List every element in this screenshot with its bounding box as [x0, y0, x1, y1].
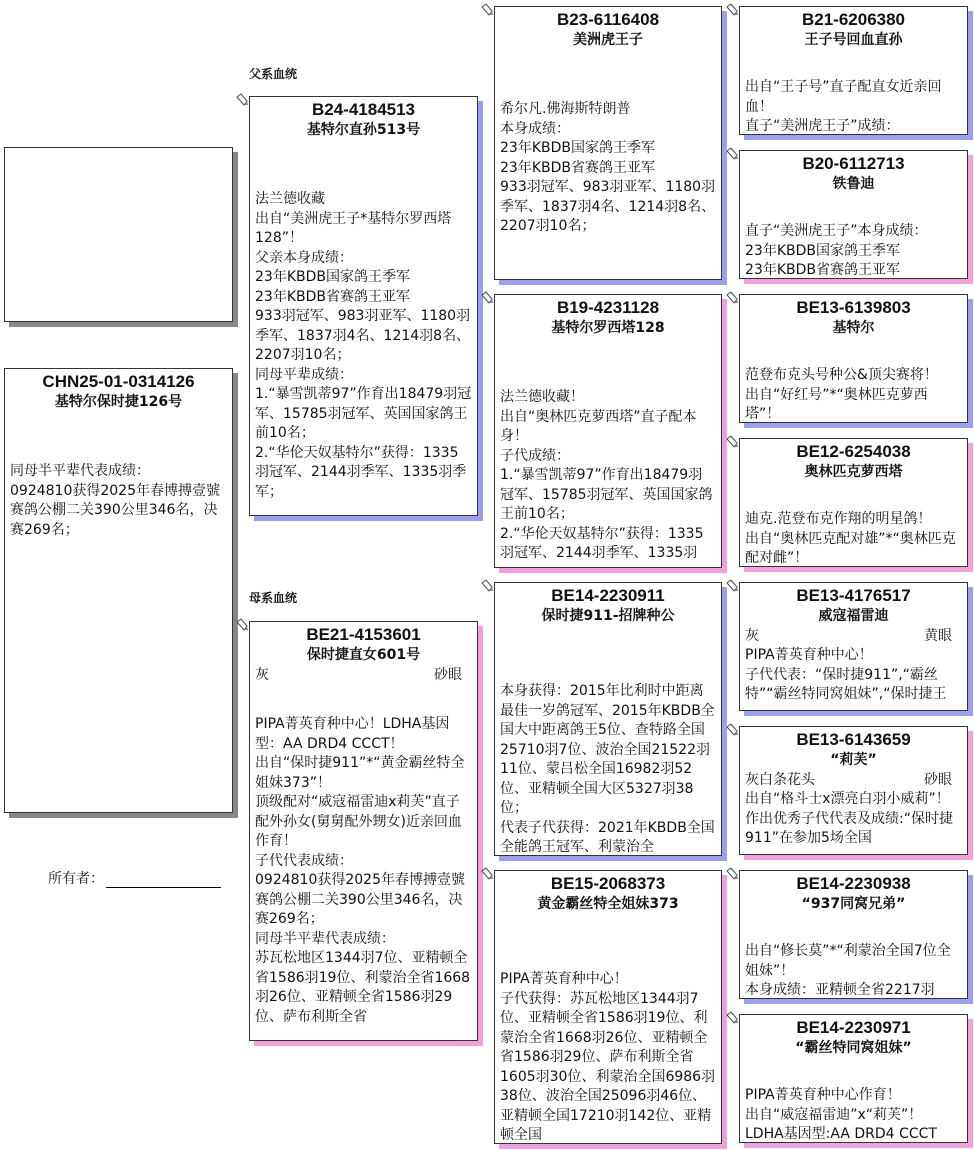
photo-placeholder [4, 147, 233, 322]
note-line: 希尔凡.佛海斯特朗普 [500, 101, 631, 117]
pedigree-notes [745, 790, 962, 849]
pigeon-name: 美洲虎王子 [573, 32, 643, 48]
pigeon-name: 基特尔直孙513号 [306, 122, 421, 138]
edit-pencil-icon[interactable] [235, 617, 249, 631]
note-line: 23年KBDB省赛鸽王亚军 [745, 262, 900, 278]
ring-number: BE13-6139803 [796, 298, 911, 317]
ring-number: B21-6206380 [801, 10, 906, 29]
pigeon-name: “937同窝兄弟” [801, 896, 906, 912]
eye-type: 黄眼 [924, 628, 952, 644]
ring-number: CHN25-01-0314126 [42, 372, 195, 391]
note-line: 出自“格斗士x漂亮白羽小威莉”！作出优秀子代代表及成绩:“保时捷911”在参加5场全国 [745, 791, 953, 846]
note-line: 0924810获得2025年春博搏壹號赛鸽公棚二关390公里346名，决赛269名； [10, 482, 220, 538]
edit-pencil-icon[interactable] [480, 578, 494, 592]
ring-number: B24-4184513 [311, 100, 416, 119]
note-line: 23年KBDB省赛鸽王亚军 [500, 159, 655, 176]
note-line: 2.“华伦天奴基特尔”获得：1335羽冠军、2144羽季军、1335羽 [500, 525, 704, 561]
edit-pencil-icon[interactable] [725, 2, 739, 16]
pigeon-name: 基特尔 [832, 320, 875, 336]
pedigree-notes [745, 942, 962, 999]
note-line: 出自“奥林匹克萝西塔”直子配本身！ [500, 408, 697, 444]
pedigree-notes [10, 462, 227, 540]
color-eye-row [255, 665, 472, 685]
edit-pencil-icon[interactable] [725, 578, 739, 592]
gen3-card[interactable] [494, 294, 722, 568]
pigeon-name: “霸丝特同窝姐妹” [795, 1040, 912, 1056]
note-line: LDHA基因型:AA DRD4 CCCT [745, 1126, 937, 1142]
edit-pencil-icon[interactable] [235, 92, 249, 106]
note-line: 933羽冠军、983羽亚军、1180羽季军、1837羽4名、1214羽8名、2207羽10名； [500, 179, 716, 234]
ring-number: BE15-2068373 [550, 874, 666, 893]
dam-card[interactable] [249, 621, 478, 1041]
note-line: PIPA菁英育种中心！LDHA基因型：AA DRD4 CCCT！ [255, 716, 450, 752]
edit-pencil-icon[interactable] [725, 146, 739, 160]
note-line: 同母半平辈代表成绩： [255, 930, 395, 947]
ring-number: BE21-4153601 [306, 625, 421, 644]
color-eye-row [745, 770, 962, 790]
note-line: 23年KBDB国家鸽王季军 [500, 140, 655, 156]
note-line: 迪克.范登布克作翔的明星鸽！ [745, 511, 932, 527]
gen3-card[interactable] [494, 870, 722, 1144]
gen4-card[interactable] [739, 294, 968, 423]
note-line: 1.“暴雪凯蒂97”作育出18479羽冠军、15785羽冠军、英国国家鸽王前10名； [255, 386, 472, 441]
note-line: 本身成绩： [500, 120, 570, 137]
pedigree-notes [745, 510, 962, 567]
gen4-card[interactable] [739, 1014, 968, 1143]
ring-number: B23-6116408 [556, 10, 660, 29]
note-line: 同母半平辈代表成绩： [10, 463, 150, 479]
pedigree-notes [745, 222, 962, 279]
note-line: 23年KBDB国家鸽王季军 [255, 269, 410, 285]
note-line: 子代代表：“保时捷911”,“霸丝特”“霸丝特同窝姐妹”,“保时捷王 [745, 666, 947, 702]
note-line: 顶级配对“威寇福雷迪x莉芙”直子配外孙女(舅舅配外甥女)近亲回血作育！ [255, 794, 462, 849]
eye-type: 砂眼 [924, 772, 952, 788]
note-line: 直子“美洲虎王子”本身成绩： [745, 223, 928, 239]
edit-pencil-icon[interactable] [725, 434, 739, 448]
pedigree-notes [745, 1086, 962, 1143]
ring-number: B19-4231128 [556, 298, 660, 317]
note-line: PIPA菁英育种中心！ [500, 971, 628, 987]
note-line: 直子“美洲虎王子”成绩： [745, 118, 900, 134]
note-line: PIPA菁英育种中心作育！ [745, 1087, 901, 1103]
pedigree-notes [500, 682, 716, 856]
subject-card[interactable] [4, 368, 233, 813]
eye-type: 砂眼 [434, 667, 462, 683]
ring-number: BE13-6143659 [796, 730, 911, 749]
feather-color: 灰白条花头 [745, 772, 815, 788]
gen4-card[interactable] [739, 582, 968, 711]
note-line: 出自“保时捷911”*“黄金霸丝特全姐妹373”！ [255, 755, 465, 791]
edit-pencil-icon[interactable] [725, 1010, 739, 1024]
pigeon-name: 王子号回血直孙 [804, 32, 903, 48]
gen4-card[interactable] [739, 6, 968, 135]
owner-label: 所有者： [48, 871, 104, 887]
note-line: 出自“王子号”直子配直女近亲回血！ [745, 79, 942, 115]
note-line: 出自“修长莫”*“利蒙治全国7位全姐妹”！ [745, 943, 951, 979]
note-line: 法兰德收藏 [255, 191, 325, 207]
pigeon-name: 奥林匹克萝西塔 [804, 464, 903, 480]
gen3-card[interactable] [494, 582, 722, 856]
pedigree-notes [255, 190, 472, 502]
gen4-card[interactable] [739, 726, 968, 855]
dam-line-label: 母系血统 [249, 591, 298, 605]
note-line: 子代成绩： [500, 447, 570, 464]
edit-pencil-icon[interactable] [480, 866, 494, 880]
sire-line-label: 父系血统 [249, 67, 298, 81]
edit-pencil-icon[interactable] [725, 722, 739, 736]
pedigree-notes [255, 715, 472, 1027]
note-line: 子代代表成绩： [255, 852, 353, 869]
pedigree-notes [500, 100, 716, 237]
ring-number: B20-6112713 [802, 154, 905, 173]
note-line: 23年KBDB国家鸽王季军 [745, 242, 900, 259]
pigeon-name: 黄金霸丝特全姐妹373 [537, 896, 679, 912]
ring-number: BE14-2230911 [551, 586, 665, 605]
note-line: 2.“华伦天奴基特尔”获得：1335羽冠军、2144羽季军、1335羽季军； [255, 444, 467, 500]
note-line: 法兰德收藏！ [500, 389, 584, 405]
edit-pencil-icon[interactable] [480, 290, 494, 304]
pigeon-name: “莉芙” [830, 752, 877, 768]
ring-number: BE12-6254038 [796, 442, 911, 461]
gen4-card[interactable] [739, 870, 968, 999]
feather-color: 灰 [255, 667, 269, 683]
edit-pencil-icon[interactable] [725, 290, 739, 304]
note-line: 出自“奥林匹克配对雄”*“奥林匹克配对雌”！ [745, 530, 956, 566]
color-eye-row [745, 626, 962, 646]
note-line: 出自“美洲虎王子*基特尔罗西塔128”！ [255, 210, 452, 246]
gen4-card[interactable] [739, 438, 968, 567]
pigeon-name: 基特尔罗西塔128 [551, 320, 665, 336]
owner-field [48, 868, 221, 888]
note-line: 出自“威寇福雷迪”x“莉芙”！ [745, 1106, 923, 1123]
edit-pencil-icon[interactable] [725, 866, 739, 880]
note-line: PIPA菁英育种中心！ [745, 647, 873, 663]
note-line: 子代获得：苏瓦松地区1344羽7位、亚精顿全省1586羽19位、利蒙治全省1668羽26位、亚精顿全省1586羽29位、萨布利斯全省1605羽30位、利蒙治全国6986羽38位、波治全国25096羽46位、亚精顿全国17210羽142位、亚精顿全国 [500, 990, 716, 1143]
note-line: 0924810获得2025年春博搏壹號赛鸽公棚二关390公里346名，决赛269名； [255, 872, 465, 927]
owner-blank-line[interactable] [106, 871, 221, 888]
pigeon-name: 保时捷直女601号 [306, 647, 421, 663]
pedigree-notes [745, 78, 962, 135]
pedigree-notes [745, 366, 962, 423]
ring-number: BE14-2230938 [796, 874, 911, 893]
note-line: 出自“好红号”*“奥林匹克萝西塔”！ [745, 386, 928, 422]
sire-card[interactable] [249, 96, 478, 516]
edit-pencil-icon[interactable] [480, 2, 494, 16]
note-line: 933羽冠军、983羽亚军、1180羽季军、1837羽4名、1214羽8名、2207羽10名； [255, 308, 471, 363]
pigeon-name: 保时捷911-招牌种公 [541, 608, 675, 624]
note-line: 代表子代获得：2021年KBDB全国全能鸽王冠军、利蒙治全 [500, 819, 715, 855]
pigeon-name: 威寇福雷迪 [818, 608, 889, 624]
gen3-card[interactable] [494, 6, 722, 280]
note-line: 同母平辈成绩： [255, 366, 353, 383]
pedigree-notes [500, 388, 716, 564]
note-line: 苏瓦松地区1344羽7位、亚精顿全省1586羽19位、利蒙治全省1668羽26位、亚精顿全省1586羽29位、萨布利斯全省 [255, 950, 471, 1025]
pigeon-name: 基特尔保时捷126号 [54, 394, 183, 410]
gen4-card[interactable] [739, 150, 968, 279]
note-line: 23年KBDB省赛鸽王亚军 [255, 288, 410, 305]
ring-number: BE13-4176517 [796, 586, 911, 605]
note-line: 父亲本身成绩： [255, 249, 353, 266]
note-line: 本身获得：2015年比利时中距离最佳一岁鸽冠军、2015年KBDB全国大中距离鸽王5位、查特路全国25710羽7位、波治全国21522羽11位、蒙吕松全国16982羽52位、亚精顿全国大区5327羽38位； [500, 683, 715, 816]
feather-color: 灰 [745, 628, 759, 644]
pigeon-name: 铁鲁迪 [832, 176, 875, 192]
pedigree-notes [500, 970, 716, 1144]
ring-number: BE14-2230971 [796, 1018, 911, 1037]
pedigree-notes [745, 646, 962, 705]
note-line: 本身成绩：亚精顿全省2217羽 [745, 982, 935, 998]
note-line: 1.“暴雪凯蒂97”作育出18479羽冠军、15785羽冠军、英国国家鸽王前10名； [500, 467, 713, 522]
note-line: 范登布克头号种公&顶尖赛将！ [745, 367, 938, 383]
